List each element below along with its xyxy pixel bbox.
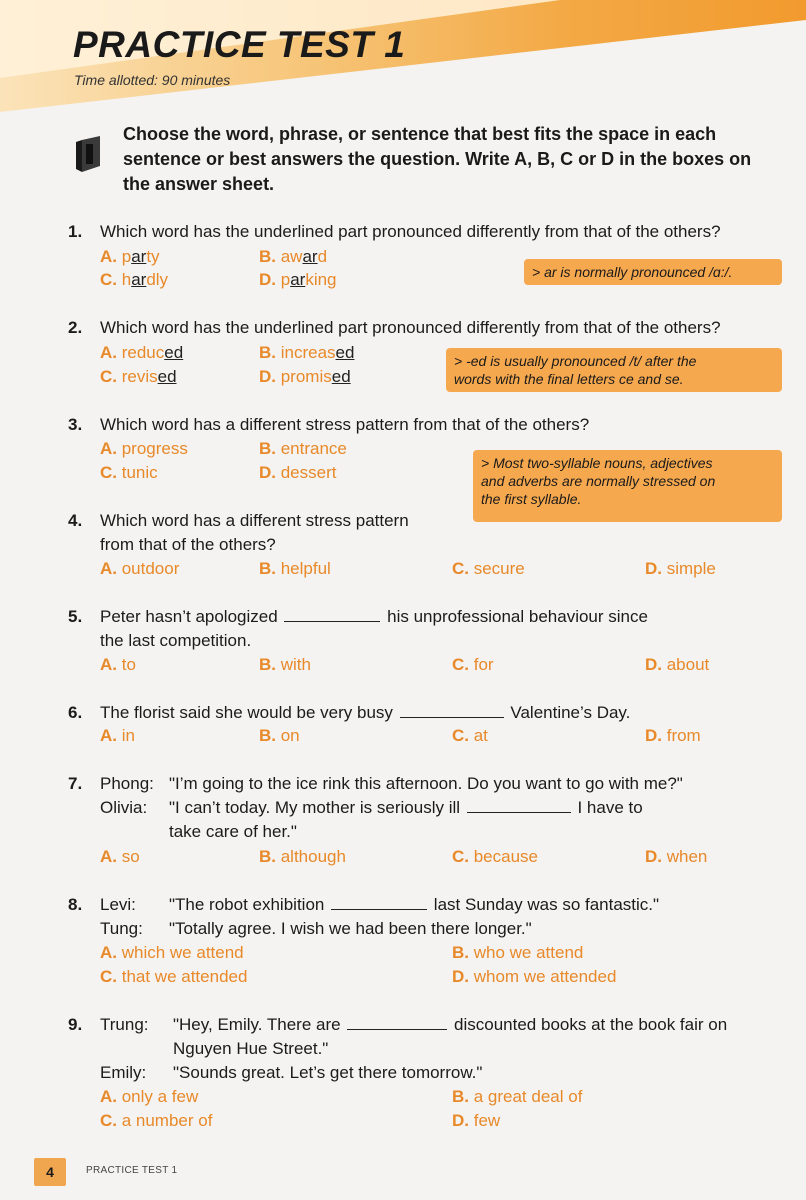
option-b[interactable]: B. helpful	[259, 559, 331, 578]
option-a[interactable]: A. progress	[100, 439, 188, 458]
dialogue-line: "The robot exhibition last Sunday was so fantastic."	[169, 895, 660, 914]
question-text: The florist said she would be very busy Valentine’s Day.	[100, 703, 631, 722]
option-d[interactable]: D. dessert	[259, 463, 337, 482]
dialogue-line: Nguyen Hue Street."	[173, 1039, 329, 1058]
answer-blank	[347, 1013, 447, 1030]
dialogue-line: "I can’t today. My mother is seriously ill I have to	[169, 798, 643, 817]
option-a[interactable]: A. in	[100, 726, 135, 745]
dialogue-line: "Totally agree. I wish we had been there longer."	[169, 919, 532, 938]
option-a[interactable]: A. to	[100, 655, 136, 674]
option-b[interactable]: B. a great deal of	[452, 1087, 583, 1106]
dialogue-line: "Sounds great. Let’s get there tomorrow."	[173, 1063, 483, 1082]
question-text: Which word has a different stress pattern	[100, 511, 409, 530]
question-number: 1.	[68, 222, 83, 241]
dialogue-line: "Hey, Emily. There are discounted books at the book fair on	[173, 1015, 728, 1034]
option-d[interactable]: D. from	[645, 726, 701, 745]
option-b[interactable]: B. with	[259, 655, 311, 674]
question-text: Peter hasn’t apologized his unprofessional behaviour since	[100, 607, 648, 626]
option-a[interactable]: A. which we attend	[100, 943, 244, 962]
speaker-name: Phong:	[100, 774, 154, 793]
answer-blank	[284, 605, 380, 622]
option-c[interactable]: C. because	[452, 847, 538, 866]
tip-note: > ar is normally pronounced /ɑ:/.	[524, 259, 782, 285]
option-b[interactable]: B. although	[259, 847, 346, 866]
option-b[interactable]: B. entrance	[259, 439, 347, 458]
question-text-continued: from that of the others?	[100, 535, 276, 554]
answer-blank	[400, 701, 504, 718]
option-b[interactable]: B. award	[259, 247, 328, 266]
option-d[interactable]: D. parking	[259, 270, 337, 289]
speaker-name: Levi:	[100, 895, 136, 914]
question-number: 6.	[68, 703, 83, 722]
tip-note: > -ed is usually pronounced /t/ after the words with the final letters ce and se.	[446, 348, 782, 392]
option-d[interactable]: D. few	[452, 1111, 501, 1130]
question-text: Which word has the underlined part pronounced differently from that of the others?	[100, 222, 721, 241]
tip-note: > Most two-syllable nouns, adjectives and adverbs are normally stressed on the first syllable.	[473, 450, 782, 522]
question-number: 2.	[68, 318, 83, 337]
option-c[interactable]: C. secure	[452, 559, 525, 578]
option-a[interactable]: A. reduced	[100, 343, 184, 362]
option-a[interactable]: A. party	[100, 247, 160, 266]
option-c[interactable]: C. revised	[100, 367, 177, 386]
speaker-name: Olivia:	[100, 798, 148, 817]
question-number: 4.	[68, 511, 83, 530]
section-instruction: Choose the word, phrase, or sentence that best fits the space in each sentence or best answers the question. Write A, B, C or D in the boxes on the answer sheet.	[123, 124, 752, 194]
page-number: 4	[34, 1158, 66, 1186]
option-c[interactable]: C. for	[452, 655, 494, 674]
answer-blank	[331, 893, 427, 910]
section-number-icon	[76, 136, 100, 172]
footer-label: PRACTICE TEST 1	[86, 1165, 178, 1176]
page-title: PRACTICE TEST 1	[73, 24, 406, 65]
option-a[interactable]: A. so	[100, 847, 140, 866]
time-allotted: Time allotted: 90 minutes	[74, 72, 231, 88]
option-d[interactable]: D. promised	[259, 367, 351, 386]
dialogue-line: take care of her."	[169, 822, 297, 841]
option-a[interactable]: A. outdoor	[100, 559, 180, 578]
question-number: 3.	[68, 415, 83, 434]
option-b[interactable]: B. on	[259, 726, 300, 745]
option-d[interactable]: D. when	[645, 847, 708, 866]
option-c[interactable]: C. that we attended	[100, 967, 248, 986]
option-c[interactable]: C. a number of	[100, 1111, 213, 1130]
question-text: Which word has a different stress pattern from that of the others?	[100, 415, 590, 434]
question-number: 8.	[68, 895, 83, 914]
question-text: Which word has the underlined part pronounced differently from that of the others?	[100, 318, 721, 337]
question-number: 9.	[68, 1015, 83, 1034]
speaker-name: Emily:	[100, 1063, 147, 1082]
option-c[interactable]: C. at	[452, 726, 488, 745]
option-a[interactable]: A. only a few	[100, 1087, 199, 1106]
option-d[interactable]: D. simple	[645, 559, 716, 578]
question-text-continued: the last competition.	[100, 631, 252, 650]
option-c[interactable]: C. tunic	[100, 463, 158, 482]
question-number: 5.	[68, 607, 83, 626]
speaker-name: Tung:	[100, 919, 143, 938]
option-b[interactable]: B. increased	[259, 343, 355, 362]
option-b[interactable]: B. who we attend	[452, 943, 584, 962]
option-c[interactable]: C. hardly	[100, 270, 169, 289]
answer-blank	[467, 796, 571, 813]
option-d[interactable]: D. whom we attended	[452, 967, 617, 986]
question-number: 7.	[68, 774, 83, 793]
dialogue-line: "I’m going to the ice rink this afternoon. Do you want to go with me?"	[169, 774, 683, 793]
speaker-name: Trung:	[100, 1015, 149, 1034]
option-d[interactable]: D. about	[645, 655, 710, 674]
